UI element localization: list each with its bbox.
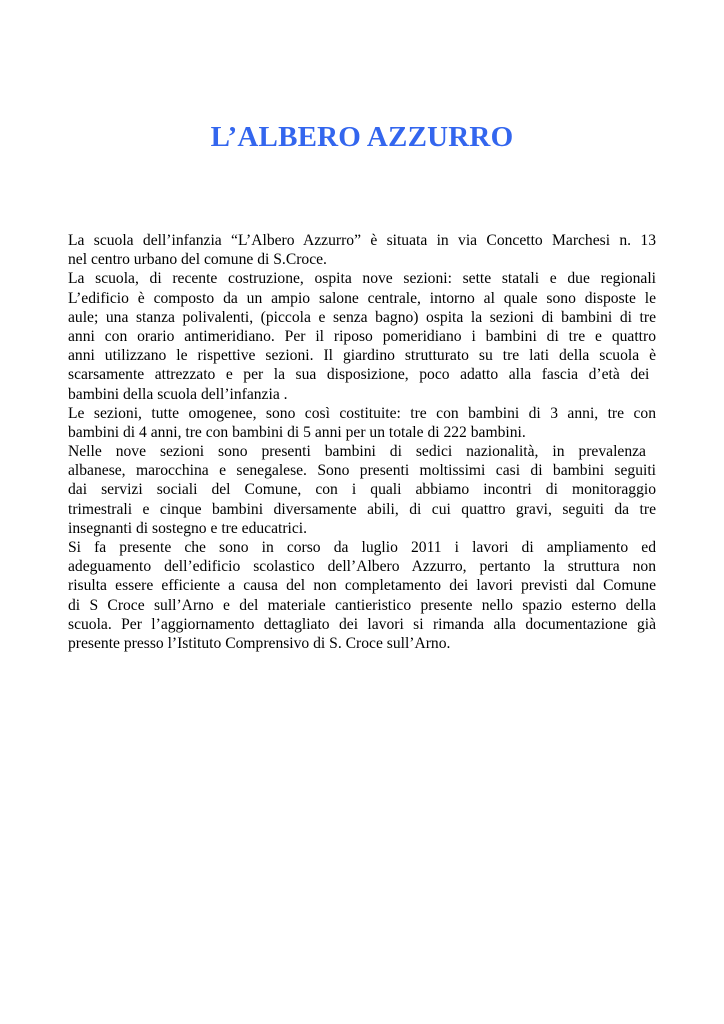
body-text-line: bambini della scuola dell’infanzia . — [68, 385, 288, 403]
body-text-line: presente presso l’Istituto Comprensivo di S. Croce sull’Arno. — [68, 634, 451, 652]
body-text-line: insegnanti di sostegno e tre educatrici. — [68, 519, 308, 537]
body-text-line: bambini di 4 anni, tre con bambini di 5 anni per un totale di 222 bambini. — [68, 423, 526, 441]
body-text-line: risulta essere efficiente a causa del non completamento dei lavori previsti dal Comune — [68, 577, 656, 595]
body-text-line: aule; una stanza polivalenti, (piccola e senza bagno) ospita la sezioni di bambini di tre — [68, 308, 656, 326]
body-text-line: dai servizi sociali del Comune, con i quali abbiamo incontri di monitoraggio — [68, 481, 656, 499]
body-text-line: di S Croce sull’Arno e del materiale cantieristico presente nello spazio esterno della — [68, 596, 656, 614]
body-text-line: trimestrali e cinque bambini diversamente abili, di cui quattro gravi, seguiti da tre — [68, 500, 656, 518]
body-text-line: Le sezioni, tutte omogenee, sono così costituite: tre con bambini di 3 anni, tre con — [68, 404, 656, 422]
body-text-line: La scuola, di recente costruzione, ospita nove sezioni: sette statali e due regionali — [68, 270, 656, 288]
body-text-line: anni utilizzano le rispettive sezioni. Il giardino strutturato su tre lati della scuola è — [68, 347, 656, 365]
body-text-line: albanese, marocchina e senegalese. Sono presenti moltissimi casi di bambini seguiti — [68, 462, 656, 480]
body-text-line: Nelle nove sezioni sono presenti bambini di sedici nazionalità, in prevalenza — [68, 443, 646, 461]
document-body — [68, 231, 656, 653]
body-text-line: scarsamente attrezzato e per la sua disposizione, poco adatto alla fascia d’età dei — [68, 366, 650, 384]
body-text-line: anni con orario antimeridiano. Per il riposo pomeridiano i bambini di tre e quattro — [68, 327, 656, 345]
body-text-line: L’edificio è composto da un ampio salone centrale, intorno al quale sono disposte le — [68, 289, 656, 307]
body-text-line: La scuola dell’infanzia “L’Albero Azzurro” è situata in via Concetto Marchesi n. 13 — [68, 232, 656, 249]
body-text-line: scuola. Per l’aggiornamento dettagliato dei lavori si rimanda alla documentazione già — [68, 615, 656, 633]
document-title: L’ALBERO AZZURRO — [210, 121, 514, 153]
body-text-line: Si fa presente che sono in corso da luglio 2011 i lavori di ampliamento ed — [68, 539, 656, 556]
body-text-line: adeguamento dell’edificio scolastico dell’Albero Azzurro, pertanto la struttura non — [68, 558, 656, 576]
body-text-line: nel centro urbano del comune di S.Croce. — [68, 251, 327, 269]
